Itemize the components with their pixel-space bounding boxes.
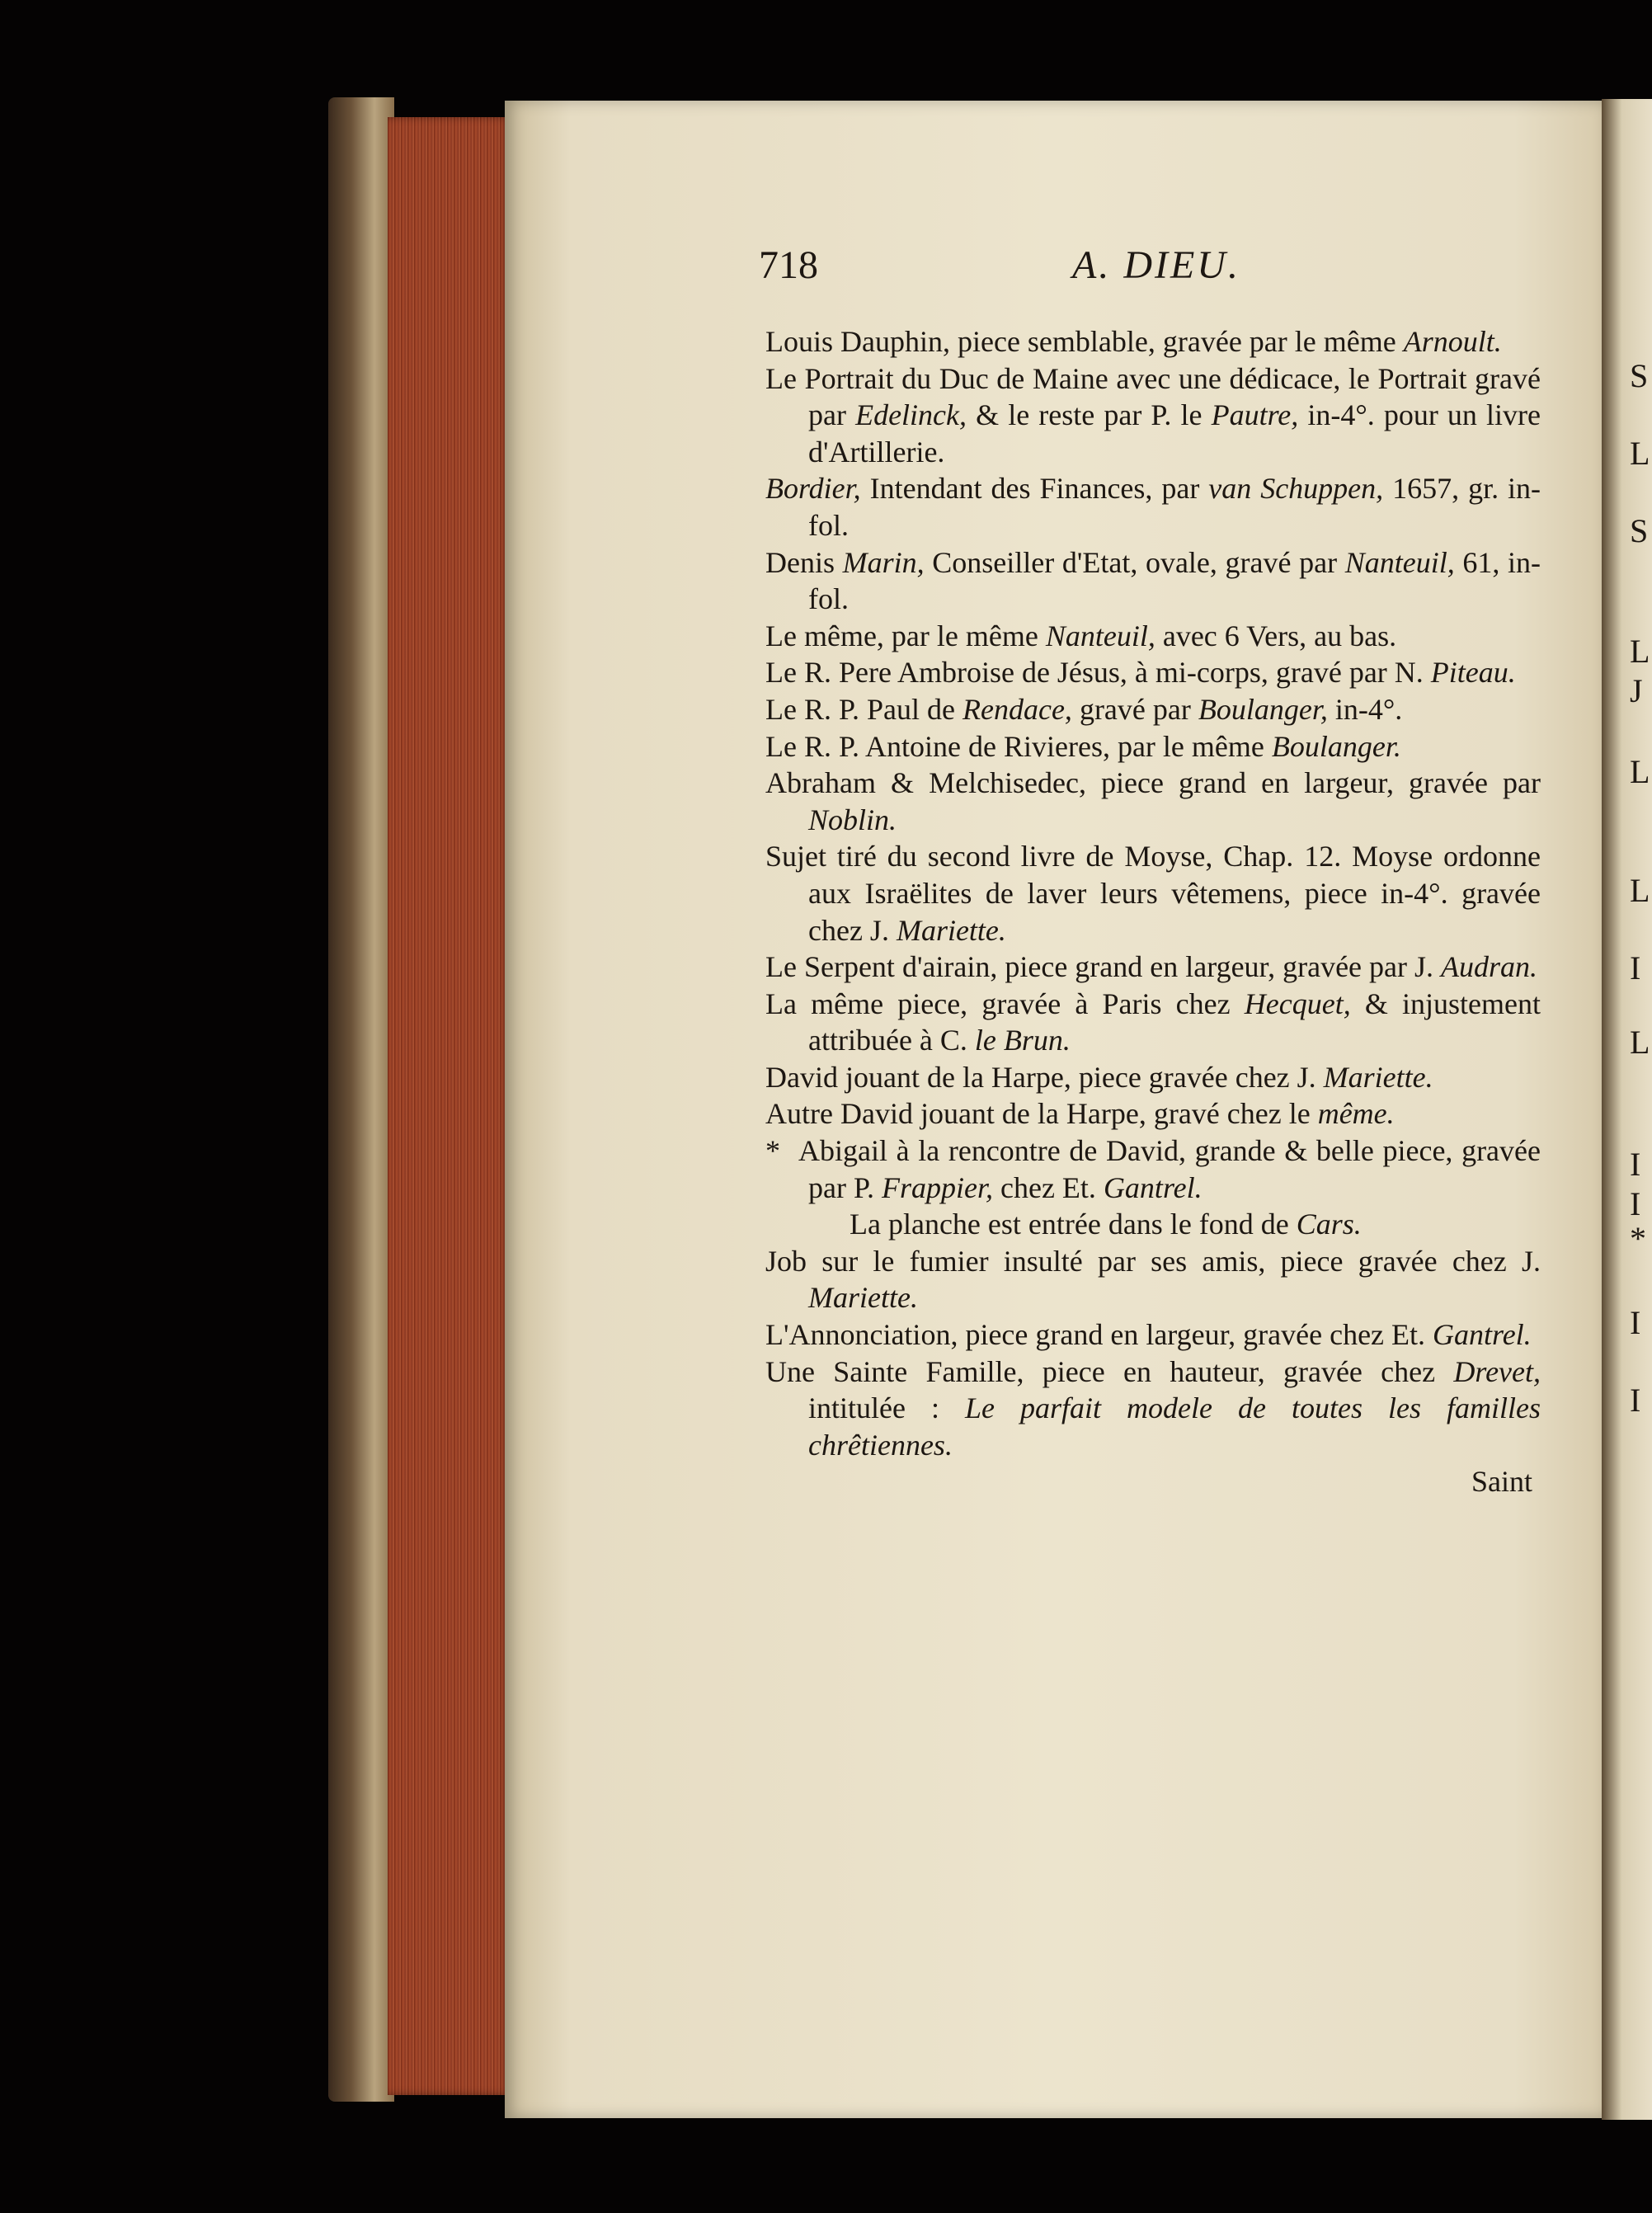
book-spine	[328, 97, 394, 2102]
catalogue-entry: Louis Dauphin, piece semblable, gravée par le même Arnoult.	[765, 325, 1502, 358]
entry-note: La planche est entrée dans le fond de Cars.	[850, 1208, 1362, 1241]
catalogue-entry: Le R. Pere Ambroise de Jésus, à mi-corps, gravé par N. Piteau.	[765, 656, 1516, 690]
catalogue-entry-starred: * Abigail à la rencontre de David, grande & belle piece, gravée par P. Frappier, chez Et. Gantrel.	[765, 1134, 1541, 1204]
facing-letter: I	[1630, 949, 1641, 986]
facing-letter: I	[1630, 1185, 1641, 1222]
catalogue-entry: Autre David jouant de la Harpe, gravé chez le même.	[765, 1097, 1395, 1131]
catalogue-entry: Le R. P. Paul de Rendace, gravé par Boulanger, in-4°.	[765, 692, 1403, 726]
facing-letter: L	[1630, 753, 1650, 790]
catalogue-entry: Le même, par le même Nanteuil, avec 6 Vers, au bas.	[765, 619, 1397, 652]
catchword: Saint	[1471, 1465, 1532, 1499]
facing-letter: I	[1630, 1304, 1641, 1341]
catalogue-entry: Sujet tiré du second livre de Moyse, Chap. 12. Moyse ordonne aux Israëlites de laver leurs vêtemens, piece in-4°. gravée chez J. Mariette.	[765, 840, 1541, 947]
facing-letter: J	[1630, 672, 1643, 709]
catalogue-entry: David jouant de la Harpe, piece gravée chez J. Mariette.	[765, 1060, 1433, 1094]
catalogue-entry: Le R. P. Antoine de Rivieres, par le même Boulanger.	[765, 729, 1401, 763]
catalogue-entry: Denis Marin, Conseiller d'Etat, ovale, gravé par Nanteuil, 61, in-fol.	[765, 545, 1541, 616]
facing-letter: *	[1630, 1220, 1646, 1257]
page-header	[759, 242, 1386, 300]
catalogue-text	[765, 323, 1541, 1500]
catalogue-entry: Bordier, Intendant des Finances, par van Schuppen, 1657, gr. in-fol.	[765, 472, 1541, 542]
page-edges	[388, 117, 511, 2095]
facing-letter: I	[1630, 1146, 1641, 1183]
catalogue-entry: Le Portrait du Duc de Maine avec une dédicace, le Portrait gravé par Edelinck, & le reste par P. le Pautre, in-4°. pour un livre d'Artillerie.	[765, 361, 1541, 468]
facing-letter: L	[1630, 1024, 1650, 1061]
facing-letter: L	[1630, 633, 1650, 670]
catalogue-entry: Le Serpent d'airain, piece grand en largeur, gravée par J. Audran.	[765, 950, 1537, 984]
facing-letter: L	[1630, 435, 1650, 472]
catalogue-entry: La même piece, gravée à Paris chez Hecquet, & injustement attribuée à C. le Brun.	[765, 986, 1541, 1057]
page-number: 718	[759, 243, 818, 287]
catalogue-entry: L'Annonciation, piece grand en largeur, gravée chez Et. Gantrel.	[765, 1318, 1532, 1352]
catalogue-entry: Abraham & Melchisedec, piece grand en largeur, gravée par Noblin.	[765, 766, 1541, 836]
facing-letter: L	[1630, 872, 1650, 909]
asterisk-mark: *	[765, 1134, 780, 1168]
facing-page-letters	[1625, 0, 1652, 2213]
facing-letter: S	[1630, 357, 1649, 394]
facing-letter: I	[1630, 1382, 1641, 1419]
catalogue-entry: Job sur le fumier insulté par ses amis, piece gravée chez J. Mariette.	[765, 1244, 1541, 1315]
facing-letter: S	[1630, 512, 1649, 549]
running-head: A. DIEU.	[1072, 243, 1240, 287]
catalogue-entry: Une Sainte Famille, piece en hauteur, gravée chez Drevet, intitulée : Le parfait modele de toutes les familles chrêtiennes.	[765, 1354, 1541, 1462]
